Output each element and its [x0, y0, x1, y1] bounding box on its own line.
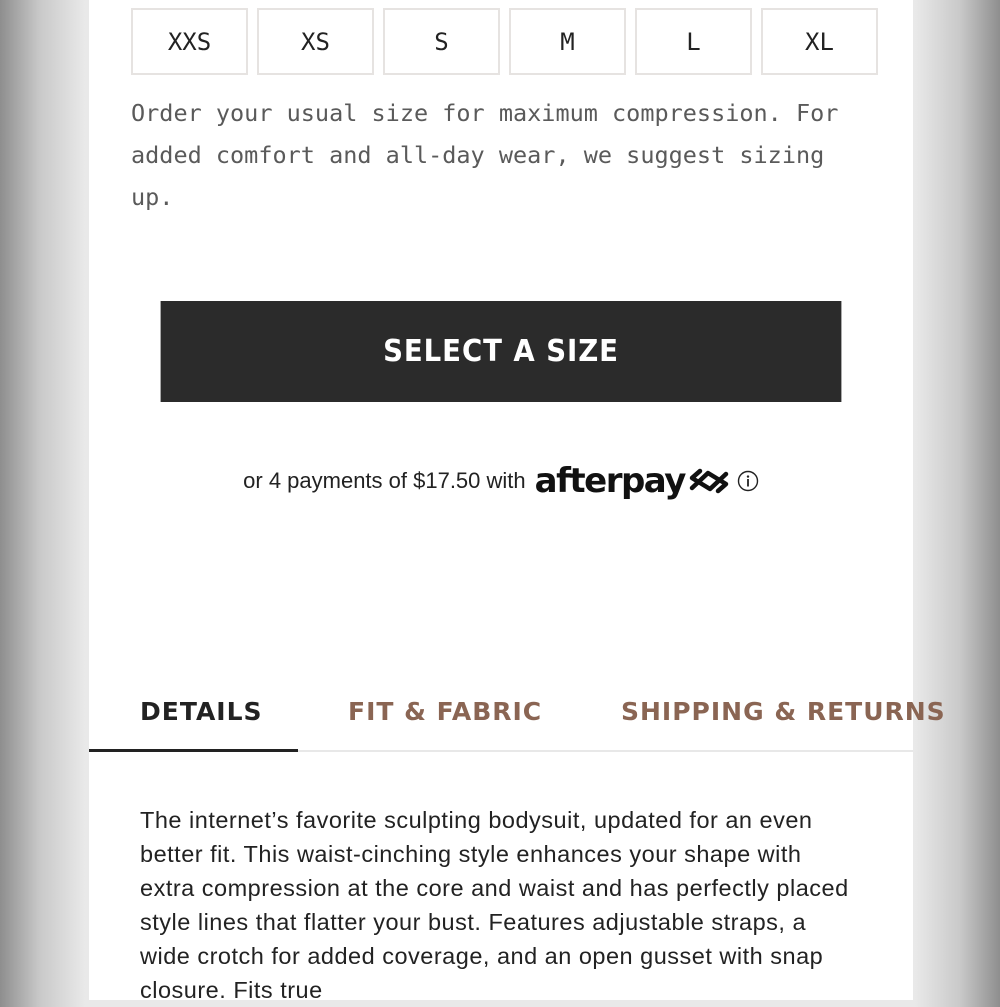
tab-details[interactable]: DETAILS	[140, 696, 263, 726]
size-button-xxs[interactable]: XXS	[131, 8, 248, 75]
afterpay-logo: afterpay	[534, 461, 685, 501]
active-tab-indicator	[89, 749, 298, 752]
afterpay-arrows-icon	[688, 464, 730, 498]
product-panel	[89, 0, 946, 1003]
afterpay-installment-text: or 4 payments of $17.50 with	[243, 468, 526, 493]
size-button-s[interactable]: S	[383, 8, 500, 75]
size-button-xs[interactable]: XS	[257, 8, 374, 75]
size-guidance-text: Order your usual size for maximum compression. For added comfort and all-day wear, we suggest sizing up.	[131, 99, 839, 211]
afterpay-message	[89, 457, 913, 505]
info-icon[interactable]	[737, 470, 759, 492]
product-description: The internet’s favorite sculpting bodysuit, updated for an even better fit. This waist-cinching style enhances your shape with extra compression at the core and waist and has perfectly placed style lines that flatter your bust. Features adjustable straps, a wide crotch for added coverage, and an open gusset with snap closure. Fits true	[140, 807, 849, 1003]
tab-shipping-and-returns[interactable]: SHIPPING & RETURNS	[621, 696, 946, 726]
tab-fit-and-fabric[interactable]: FIT & FABRIC	[348, 696, 543, 726]
size-button-m[interactable]: M	[509, 8, 626, 75]
size-selector	[131, 8, 871, 75]
product-info-tabs	[89, 670, 946, 754]
select-size-button[interactable]: SELECT A SIZE	[161, 301, 842, 402]
size-button-l[interactable]: L	[635, 8, 752, 75]
size-button-xl[interactable]: XL	[761, 8, 878, 75]
